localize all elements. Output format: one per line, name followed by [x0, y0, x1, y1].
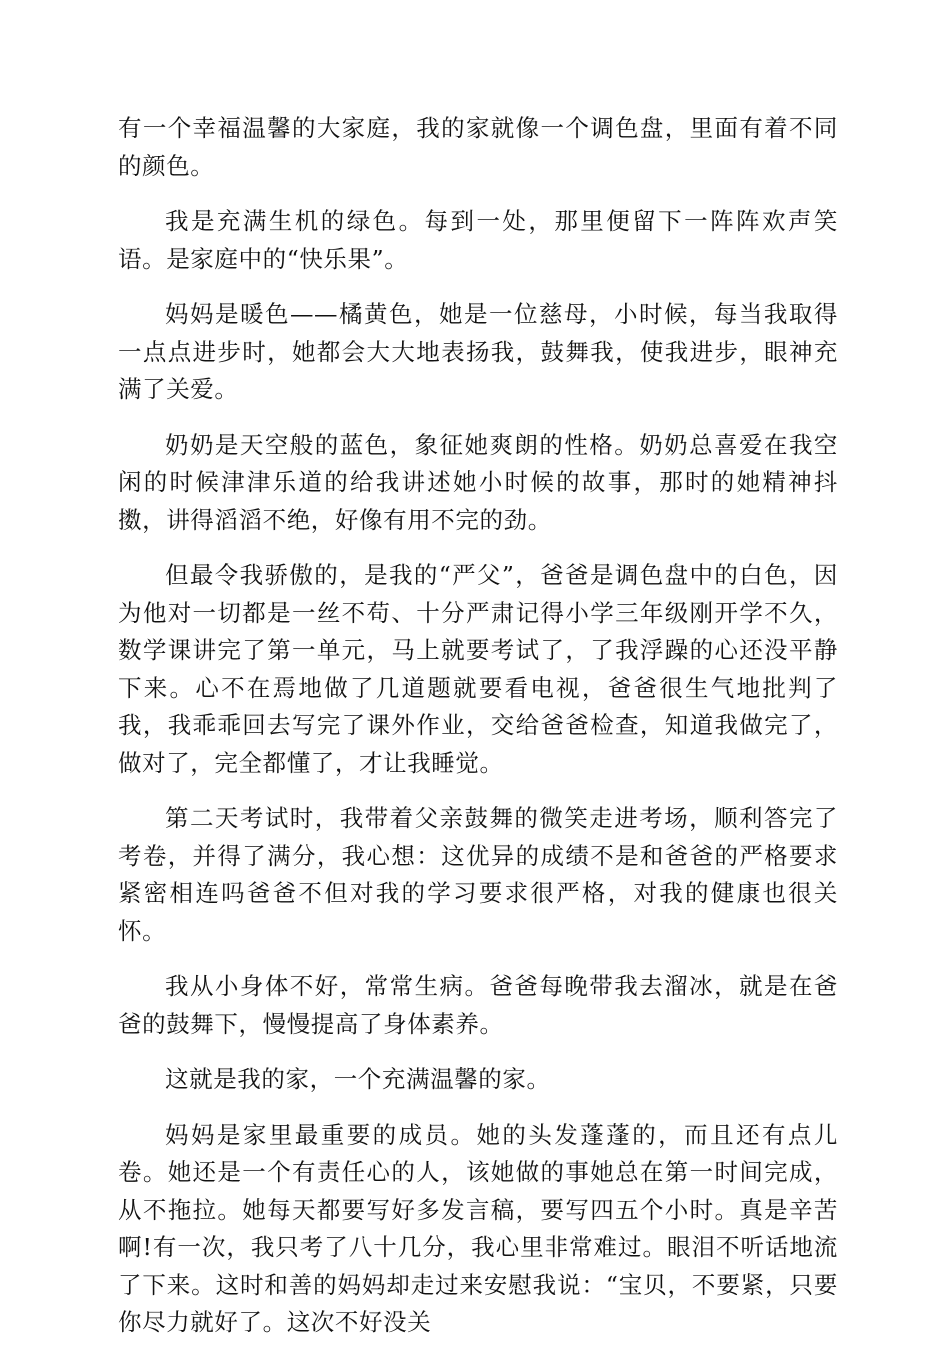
paragraph-1: 有一个幸福温馨的大家庭，我的家就像一个调色盘，里面有着不同的颜色。	[118, 114, 838, 180]
paragraph-4: 奶奶是天空般的蓝色，象征她爽朗的性格。奶奶总喜爱在我空闲的时候津津乐道的给我讲述她小时候的故事，那时的她精神抖擞，讲得滔滔不绝，好像有用不完的劲。	[118, 430, 838, 534]
paragraph-7: 我从小身体不好，常常生病。爸爸每晚带我去溜冰，就是在爸爸的鼓舞下，慢慢提高了身体素养。	[118, 972, 838, 1038]
paragraph-9: 妈妈是家里最重要的成员。她的头发蓬蓬的，而且还有点儿卷。她还是一个有责任心的人，该她做的事她总在第一时间完成，从不拖拉。她每天都要写好多发言稿，要写四五个小时。真是辛苦啊!有一次，我只考了八十几分，我心里非常难过。眼泪不听话地流了下来。这时和善的妈妈却走过来安慰我说：“宝贝，不要紧，只要你尽力就好了。这次不好没关	[118, 1120, 838, 1336]
paragraph-6: 第二天考试时，我带着父亲鼓舞的微笑走进考场，顺利答完了考卷，并得了满分，我心想：这优异的成绩不是和爸爸的严格要求紧密相连吗爸爸不但对我的学习要求很严格，对我的健康也很关怀。	[118, 804, 838, 945]
document-page	[118, 110, 838, 1360]
paragraph-5: 但最令我骄傲的，是我的“严父”，爸爸是调色盘中的白色，因为他对一切都是一丝不苟、十分严肃记得小学三年级刚开学不久，数学课讲完了第一单元，马上就要考试了，了我浮躁的心还没平静下来。心不在焉地做了几道题就要看电视，爸爸很生气地批判了我，我乖乖回去写完了课外作业，交给爸爸检查，知道我做完了，做对了，完全都懂了，才让我睡觉。	[118, 561, 838, 777]
paragraph-3: 妈妈是暖色——橘黄色，她是一位慈母，小时候，每当我取得一点点进步时，她都会大大地表扬我，鼓舞我，使我进步，眼神充满了关爱。	[118, 300, 838, 403]
paragraph-2: 我是充满生机的绿色。每到一处，那里便留下一阵阵欢声笑语。是家庭中的“快乐果”。	[118, 207, 838, 273]
paragraph-8: 这就是我的家，一个充满温馨的家。	[165, 1065, 551, 1093]
